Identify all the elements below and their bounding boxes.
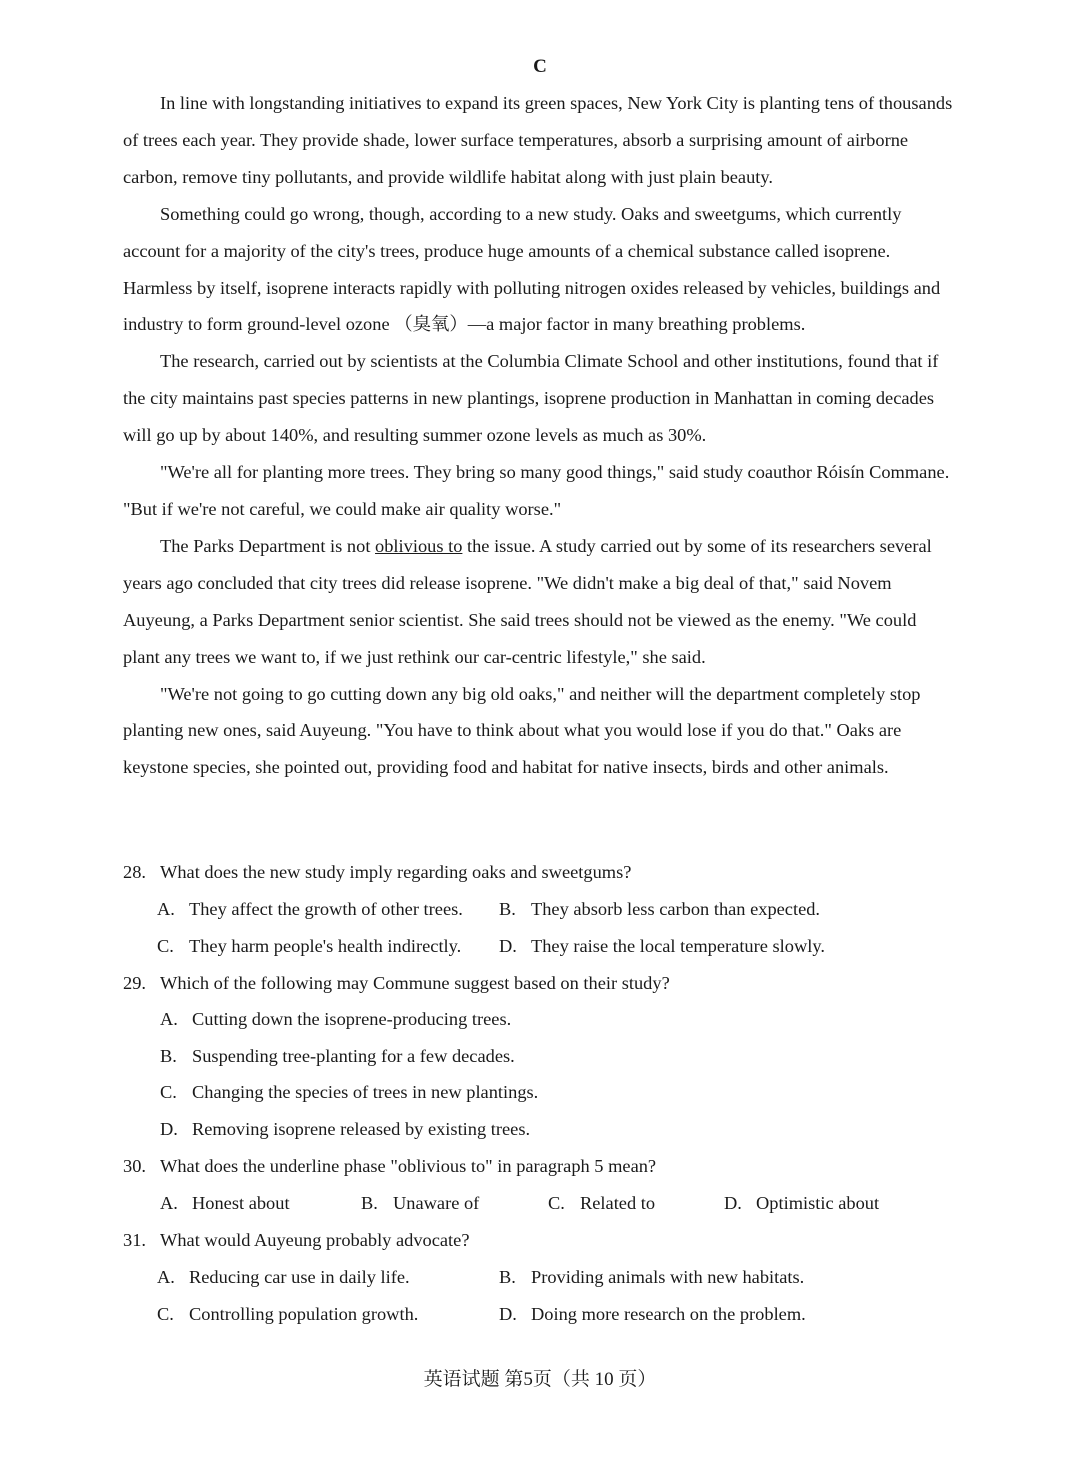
option-label: B. [499,899,516,919]
paragraph-1: In line with longstanding initiatives to expand its green spaces, New York City is planting tens of thousands of trees each year. They provide shade, lower surface temperatures, absorb a surprising amount of airborne carbon, remove tiny pollutants, and provide wildlife habitat along with just plain beauty. [123,93,953,187]
option-text: Controlling population growth. [189,1304,419,1324]
option-text: Cutting down the isoprene-producing trees. [192,1009,512,1029]
option-28a [157,899,463,920]
question-31 [123,1230,469,1251]
paragraph-5-after: the issue. A study carried out by some of its researchers several years ago concluded that city trees did release isoprene. "We didn't make a big deal of that," said Novem Auyeung, a Parks Department senior scientist. She said trees should not be viewed as the enemy. "We could plant any trees we want to, if we just rethink our car-centric lifestyle," she said. [123,535,932,667]
option-28c [157,936,461,957]
option-30d [724,1193,879,1214]
section-heading: C [533,56,547,77]
option-31d [499,1304,806,1325]
option-30c [548,1193,655,1214]
option-label: C. [160,1082,177,1102]
question-number: 28. [123,862,146,882]
option-label: C. [548,1193,565,1213]
option-text: Doing more research on the problem. [531,1304,806,1324]
option-label: D. [160,1119,178,1139]
option-text: Reducing car use in daily life. [189,1267,410,1287]
question-number: 31. [123,1230,146,1250]
option-text: They harm people's health indirectly. [189,936,462,956]
option-text: Providing animals with new habitats. [531,1267,805,1287]
question-text: Which of the following may Commune suggest based on their study? [160,973,670,993]
option-28b [499,899,820,920]
option-label: C. [157,1304,174,1324]
option-29d [160,1119,530,1140]
paragraph-6: "We're not going to go cutting down any big old oaks," and neither will the department completely stop planting new ones, said Auyeung. "You have to think about what you would lose if you do that." Oaks are keystone species, she pointed out, providing food and habitat for native insects, birds and other animals. [123,683,921,778]
option-29b [160,1046,515,1067]
option-text: Honest about [192,1193,290,1213]
option-29a [160,1009,511,1030]
question-text: What does the new study imply regarding oaks and sweetgums? [160,862,632,882]
option-text: They raise the local temperature slowly. [531,936,825,956]
question-30 [123,1156,656,1177]
question-number: 29. [123,973,146,993]
page-footer: 英语试题 第5页（共 10 页） [423,1369,657,1390]
option-text: Unaware of [393,1193,480,1213]
question-29 [123,973,670,994]
option-label: A. [160,1009,178,1029]
question-number: 30. [123,1156,146,1176]
paragraph-3: The research, carried out by scientists at the Columbia Climate School and other institutions, found that if the city maintains past species patterns in new plantings, isoprene production in Manhattan in coming decades will go up by about 140%, and resulting summer ozone levels as much as 30%. [123,351,939,446]
option-label: B. [361,1193,378,1213]
paragraph-2: Something could go wrong, though, according to a new study. Oaks and sweetgums, which currently account for a majority of the city's trees, produce huge amounts of a chemical substance called isoprene. Harmless by itself, isoprene interacts rapidly with polluting nitrogen oxides released by vehicles, buildings and industry to form ground-level ozone （臭氧）—a major factor in many breathing problems. [123,203,941,335]
option-30b [361,1193,479,1214]
option-text: They affect the growth of other trees. [189,899,463,919]
option-31b [499,1267,804,1288]
option-text: Optimistic about [756,1193,880,1213]
paragraph-4: "We're all for planting more trees. They bring so many good things," said study coauthor Róisín Commane. "But if we're not careful, we could make air quality worse." [123,462,950,519]
option-31c [157,1304,418,1325]
option-label: B. [160,1046,177,1066]
option-text: Related to [580,1193,656,1213]
option-label: C. [157,936,174,956]
option-31a [157,1267,410,1288]
option-text: Suspending tree-planting for a few decades. [192,1046,515,1066]
option-30a [160,1193,290,1214]
option-label: A. [157,1267,175,1287]
question-text: What does the underline phase "oblivious to" in paragraph 5 mean? [160,1156,657,1176]
option-label: D. [724,1193,742,1213]
option-label: B. [499,1267,516,1287]
question-28 [123,862,631,883]
question-text: What would Auyeung probably advocate? [160,1230,470,1250]
option-label: D. [499,1304,517,1324]
option-label: D. [499,936,517,956]
option-label: A. [157,899,175,919]
paragraph-5 [123,528,955,676]
option-label: A. [160,1193,178,1213]
option-text: Changing the species of trees in new plantings. [192,1082,539,1102]
option-text: They absorb less carbon than expected. [531,899,821,919]
option-28d [499,936,825,957]
option-text: Removing isoprene released by existing trees. [192,1119,531,1139]
reading-passage [123,85,955,786]
underlined-phrase: oblivious to [375,535,463,556]
option-29c [160,1082,538,1103]
paragraph-5-before: The Parks Department is not [160,535,376,556]
